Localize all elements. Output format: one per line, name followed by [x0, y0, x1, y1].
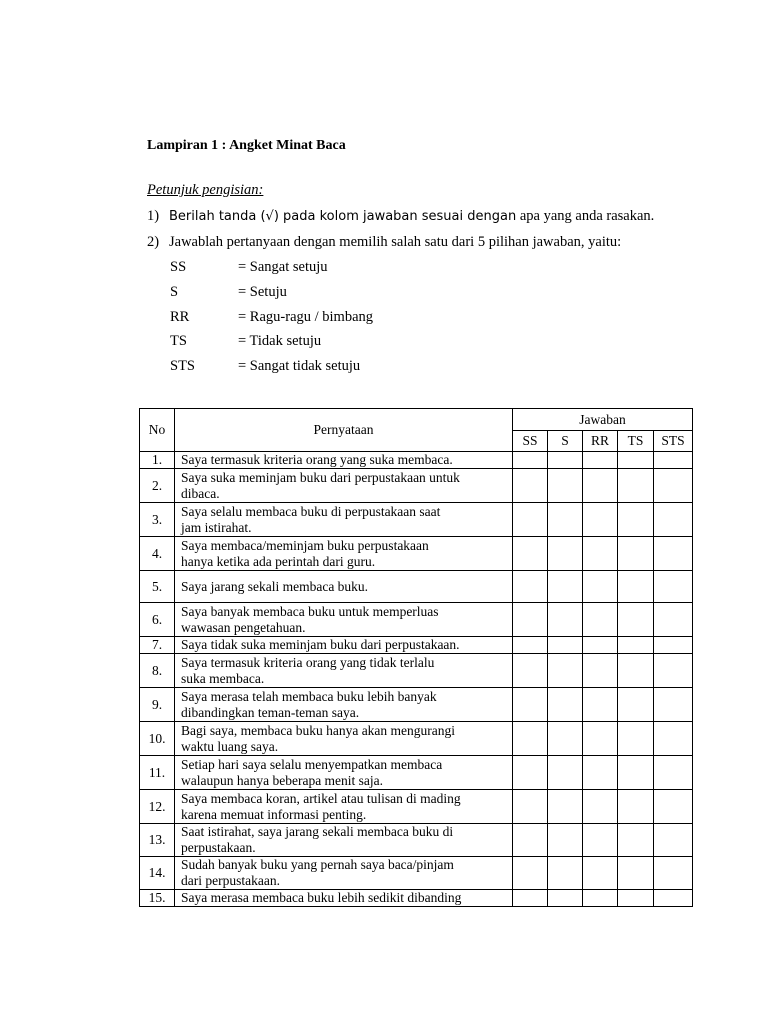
- statement-line: Saya jarang sekali membaca buku.: [181, 578, 369, 594]
- statement-line: Saya termasuk kriteria orang yang suka membaca.: [181, 452, 453, 467]
- legend-code: SS: [170, 259, 187, 275]
- answer-cell-ss[interactable]: [513, 503, 548, 537]
- statement-line: karena memuat informasi penting.: [181, 806, 367, 822]
- row-number: 15.: [140, 890, 175, 907]
- statement-line: Saya tidak suka meminjam buku dari perpustakaan.: [181, 637, 460, 652]
- statement-line: Saya membaca koran, artikel atau tulisan di mading: [181, 790, 461, 806]
- answer-cell-ss[interactable]: [513, 469, 548, 503]
- statement-line: Saya merasa telah membaca buku lebih banyak: [181, 688, 437, 704]
- page-title: Lampiran 1 : Angket Minat Baca: [147, 138, 346, 153]
- answer-cell-sts[interactable]: [654, 452, 693, 469]
- answer-cell-rr[interactable]: [583, 790, 618, 824]
- table-row: [140, 654, 693, 688]
- answer-cell-s[interactable]: [548, 890, 583, 907]
- row-number: 13.: [140, 824, 175, 857]
- row-number: 6.: [140, 603, 175, 637]
- answer-option-ts: TS: [618, 431, 654, 452]
- answer-cell-ss[interactable]: [513, 722, 548, 756]
- answer-cell-s[interactable]: [548, 469, 583, 503]
- answer-cell-rr[interactable]: [583, 469, 618, 503]
- statement-line: Bagi saya, membaca buku hanya akan mengurangi: [181, 722, 456, 738]
- instruction-text-cont: apa yang anda rasakan.: [516, 208, 655, 224]
- statement-line: Setiap hari saya selalu menyempatkan membaca: [181, 756, 443, 772]
- header-no: No: [140, 409, 175, 452]
- table-row: [140, 452, 693, 469]
- statement-cell: [175, 452, 513, 469]
- table-row: [140, 469, 693, 503]
- row-number: 2.: [140, 469, 175, 503]
- row-number: 3.: [140, 503, 175, 537]
- table-row: [140, 537, 693, 571]
- statement-cell: [175, 637, 513, 654]
- answer-cell-rr[interactable]: [583, 824, 618, 857]
- statement-cell: [175, 469, 513, 503]
- answer-cell-rr[interactable]: [583, 503, 618, 537]
- statement-cell: [175, 654, 513, 688]
- answer-cell-rr[interactable]: [583, 756, 618, 790]
- statement-line: dibaca.: [181, 485, 220, 501]
- row-number: 5.: [140, 571, 175, 603]
- answer-cell-ss[interactable]: [513, 637, 548, 654]
- answer-cell-ss[interactable]: [513, 756, 548, 790]
- answer-cell-ts[interactable]: [618, 603, 654, 637]
- table-row: [140, 603, 693, 637]
- instructions-heading: Petunjuk pengisian:: [147, 182, 264, 198]
- table-row: [140, 824, 693, 857]
- statement-line: Saya banyak membaca buku untuk memperluas: [181, 603, 439, 619]
- instruction-number: 1): [147, 208, 160, 224]
- statement-line: dibandingkan teman-teman saya.: [181, 704, 360, 720]
- answer-cell-ss[interactable]: [513, 890, 548, 907]
- legend-code: S: [170, 284, 179, 300]
- table-row: [140, 722, 693, 756]
- row-number: 1.: [140, 452, 175, 469]
- answer-cell-ss[interactable]: [513, 857, 548, 890]
- statement-cell: [175, 790, 513, 824]
- answer-cell-ts[interactable]: [618, 756, 654, 790]
- statement-cell: [175, 824, 513, 857]
- table-row: [140, 503, 693, 537]
- answer-cell-ts[interactable]: [618, 824, 654, 857]
- statement-line: Saya termasuk kriteria orang yang tidak terlalu: [181, 654, 435, 670]
- statement-line: Sudah banyak buku yang pernah saya baca/pinjam: [181, 857, 454, 872]
- statement-line: wawasan pengetahuan.: [181, 619, 306, 635]
- table-row: [140, 571, 693, 603]
- answer-cell-ss[interactable]: [513, 688, 548, 722]
- statement-line: walaupun hanya beberapa menit saja.: [181, 772, 384, 788]
- statement-cell: [175, 603, 513, 637]
- legend-code: TS: [170, 333, 187, 349]
- answer-cell-sts[interactable]: [654, 824, 693, 857]
- answer-cell-ts[interactable]: [618, 722, 654, 756]
- row-number: 10.: [140, 722, 175, 756]
- answer-cell-rr[interactable]: [583, 637, 618, 654]
- answer-cell-ss[interactable]: [513, 537, 548, 571]
- answer-cell-ts[interactable]: [618, 503, 654, 537]
- statement-cell: [175, 890, 513, 907]
- answer-cell-ss[interactable]: [513, 452, 548, 469]
- legend-meaning: = Tidak setuju: [238, 333, 322, 349]
- answer-cell-rr[interactable]: [583, 890, 618, 907]
- statement-cell: [175, 537, 513, 571]
- answer-cell-sts[interactable]: [654, 637, 693, 654]
- table-row: [140, 890, 693, 907]
- answer-cell-s[interactable]: [548, 503, 583, 537]
- statement-cell: [175, 857, 513, 890]
- answer-cell-rr[interactable]: [583, 571, 618, 603]
- answer-cell-ts[interactable]: [618, 790, 654, 824]
- answer-cell-s[interactable]: [548, 688, 583, 722]
- statement-line: suka membaca.: [181, 670, 265, 686]
- legend-meaning: = Setuju: [238, 284, 287, 300]
- legend-meaning: = Sangat tidak setuju: [238, 358, 361, 374]
- statement-line: hanya ketika ada perintah dari guru.: [181, 553, 376, 569]
- row-number: 4.: [140, 537, 175, 571]
- answer-cell-ts[interactable]: [618, 654, 654, 688]
- row-number: 11.: [140, 756, 175, 790]
- answer-cell-rr[interactable]: [583, 452, 618, 469]
- answer-cell-rr[interactable]: [583, 537, 618, 571]
- statement-cell: [175, 722, 513, 756]
- answer-cell-sts[interactable]: [654, 469, 693, 503]
- answer-cell-s[interactable]: [548, 824, 583, 857]
- statement-line: dari perpustakaan.: [181, 873, 280, 888]
- table-row: [140, 790, 693, 824]
- answer-cell-ss[interactable]: [513, 603, 548, 637]
- statement-line: jam istirahat.: [181, 519, 252, 535]
- legend-row-s: [170, 284, 287, 301]
- row-number: 12.: [140, 790, 175, 824]
- answer-cell-ss[interactable]: [513, 571, 548, 603]
- answer-cell-sts[interactable]: [654, 503, 693, 537]
- answer-option-ss: SS: [513, 431, 548, 452]
- answer-cell-ss[interactable]: [513, 654, 548, 688]
- instruction-2: [147, 234, 621, 251]
- statement-line: Saat istirahat, saya jarang sekali membaca buku di: [181, 824, 454, 839]
- legend-row-ts: [170, 333, 321, 350]
- answer-cell-s[interactable]: [548, 790, 583, 824]
- questionnaire-body: [140, 452, 693, 907]
- answer-cell-ts[interactable]: [618, 857, 654, 890]
- table-row: [140, 637, 693, 654]
- answer-cell-ts[interactable]: [618, 571, 654, 603]
- legend-row-rr: [170, 309, 373, 326]
- answer-cell-ts[interactable]: [618, 469, 654, 503]
- answer-cell-ts[interactable]: [618, 537, 654, 571]
- answer-cell-s[interactable]: [548, 857, 583, 890]
- statement-line: Saya membaca/meminjam buku perpustakaan: [181, 537, 429, 553]
- answer-cell-sts[interactable]: [654, 790, 693, 824]
- answer-cell-rr[interactable]: [583, 857, 618, 890]
- statement-cell: [175, 571, 513, 603]
- table-row: [140, 756, 693, 790]
- answer-cell-sts[interactable]: [654, 722, 693, 756]
- statement-line: Saya merasa membaca buku lebih sedikit dibanding: [181, 890, 462, 905]
- legend-code: STS: [170, 358, 195, 374]
- answer-cell-s[interactable]: [548, 537, 583, 571]
- table-row: [140, 857, 693, 890]
- statement-cell: [175, 756, 513, 790]
- row-number: 9.: [140, 688, 175, 722]
- answer-cell-sts[interactable]: [654, 890, 693, 907]
- answer-cell-sts[interactable]: [654, 756, 693, 790]
- legend-code: RR: [170, 309, 190, 325]
- instruction-text: Berilah tanda (√) pada kolom jawaban sesuai dengan: [169, 209, 517, 224]
- answer-cell-rr[interactable]: [583, 603, 618, 637]
- answer-cell-ss[interactable]: [513, 824, 548, 857]
- instruction-text: Jawablah pertanyaan dengan memilih salah satu dari 5 pilihan jawaban, yaitu:: [169, 234, 622, 250]
- header-statement: Pernyataan: [175, 409, 513, 452]
- answer-option-sts: STS: [654, 431, 693, 452]
- answer-cell-sts[interactable]: [654, 654, 693, 688]
- answer-cell-ts[interactable]: [618, 890, 654, 907]
- row-number: 8.: [140, 654, 175, 688]
- answer-cell-rr[interactable]: [583, 654, 618, 688]
- answer-cell-sts[interactable]: [654, 857, 693, 890]
- answer-cell-s[interactable]: [548, 654, 583, 688]
- row-number: 7.: [140, 637, 175, 654]
- statement-cell: [175, 503, 513, 537]
- table-row: [140, 688, 693, 722]
- answer-cell-s[interactable]: [548, 756, 583, 790]
- legend-row-ss: [170, 259, 328, 276]
- answer-cell-s[interactable]: [548, 452, 583, 469]
- answer-cell-ts[interactable]: [618, 637, 654, 654]
- answer-cell-s[interactable]: [548, 722, 583, 756]
- answer-cell-s[interactable]: [548, 571, 583, 603]
- statement-cell: [175, 688, 513, 722]
- row-number: 14.: [140, 857, 175, 890]
- answer-cell-s[interactable]: [548, 603, 583, 637]
- answer-option-rr: RR: [583, 431, 618, 452]
- answer-cell-ss[interactable]: [513, 790, 548, 824]
- statement-line: waktu luang saya.: [181, 738, 279, 754]
- instruction-1: [147, 208, 654, 225]
- legend-meaning: = Ragu-ragu / bimbang: [238, 309, 374, 325]
- answer-cell-ts[interactable]: [618, 688, 654, 722]
- answer-cell-rr[interactable]: [583, 722, 618, 756]
- instruction-number: 2): [147, 234, 160, 250]
- answer-cell-ts[interactable]: [618, 452, 654, 469]
- answer-cell-sts[interactable]: [654, 688, 693, 722]
- answer-cell-sts[interactable]: [654, 537, 693, 571]
- statement-line: perpustakaan.: [181, 840, 256, 855]
- header-answer: Jawaban: [513, 409, 693, 431]
- answer-cell-s[interactable]: [548, 637, 583, 654]
- statement-line: Saya suka meminjam buku dari perpustakaan untuk: [181, 469, 460, 485]
- statement-line: Saya selalu membaca buku di perpustakaan saat: [181, 503, 441, 519]
- answer-cell-rr[interactable]: [583, 688, 618, 722]
- answer-cell-sts[interactable]: [654, 603, 693, 637]
- legend-row-sts: [170, 358, 360, 375]
- answer-cell-sts[interactable]: [654, 571, 693, 603]
- questionnaire-table: [139, 408, 693, 907]
- answer-option-s: S: [548, 431, 583, 452]
- legend-meaning: = Sangat setuju: [238, 259, 328, 275]
